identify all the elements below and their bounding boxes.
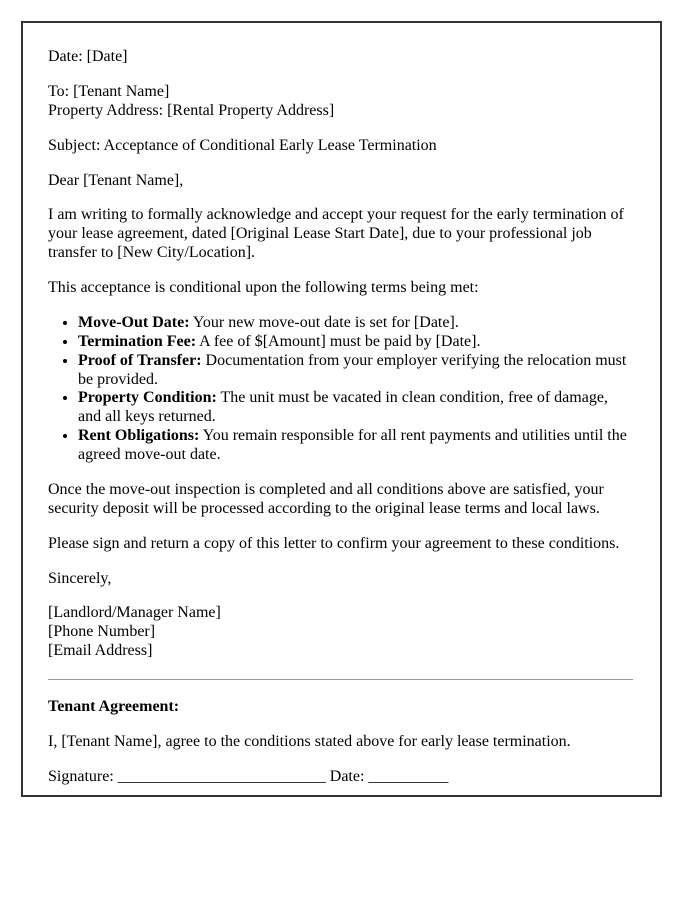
date-line: Date: [Date] xyxy=(48,48,128,65)
lease-termination-letter xyxy=(21,21,662,797)
sign-request-paragraph: Please sign and return a copy of this letter to confirm your agreement to these conditions. xyxy=(48,534,620,552)
condition-text: Documentation from your employer verifying the relocation must be provided. xyxy=(78,351,627,388)
recipient-property-line: Property Address: [Rental Property Address] xyxy=(48,101,335,119)
condition-item-proof-of-transfer xyxy=(78,352,633,390)
sender-name-line: [Landlord/Manager Name] xyxy=(48,604,221,622)
salutation: Dear [Tenant Name], xyxy=(48,171,184,189)
sender-block xyxy=(48,604,633,661)
subject-line: Subject: Acceptance of Conditional Early Lease Termination xyxy=(48,136,437,154)
conditions-intro: This acceptance is conditional upon the following terms being met: xyxy=(48,279,479,296)
condition-text: Your new move-out date is set for [Date]. xyxy=(189,313,459,331)
tenant-agreement-statement: I, [Tenant Name], agree to the conditions stated above for early lease termination. xyxy=(48,732,571,750)
condition-text: The unit must be vacated in clean condition, free of damage, and all keys returned. xyxy=(78,389,608,426)
signature-date-blank-line: __________ xyxy=(368,767,449,785)
condition-item-termination-fee xyxy=(78,333,633,352)
section-divider xyxy=(48,679,633,680)
signature-date-label: Date: xyxy=(329,767,365,785)
condition-label: Rent Obligations: xyxy=(78,427,200,445)
recipient-block xyxy=(48,83,633,121)
condition-item-rent-obligations xyxy=(78,427,633,465)
conditions-list xyxy=(48,314,633,465)
deposit-paragraph: Once the move-out inspection is completed and all conditions above are satisfied, your security deposit will be processed according to the original lease terms and local laws. xyxy=(48,480,604,517)
signature-blank-line: __________________________ xyxy=(117,767,326,785)
tenant-agreement-heading: Tenant Agreement: xyxy=(48,698,180,715)
condition-text: You remain responsible for all rent payments and utilities until the agreed move-out date. xyxy=(78,427,627,463)
sender-email-line: [Email Address] xyxy=(48,642,153,660)
condition-label: Move-Out Date: xyxy=(78,313,190,331)
condition-item-property-condition xyxy=(78,389,633,427)
recipient-to-line: To: [Tenant Name] xyxy=(48,82,170,100)
sender-phone-line: [Phone Number] xyxy=(48,623,156,641)
condition-label: Property Condition: xyxy=(78,389,217,407)
condition-label: Proof of Transfer: xyxy=(78,351,202,369)
condition-item-move-out-date xyxy=(78,314,633,333)
signature-row xyxy=(48,768,633,787)
signature-label: Signature: xyxy=(48,767,114,785)
closing: Sincerely, xyxy=(48,569,112,587)
condition-text: A fee of $[Amount] must be paid by [Date]. xyxy=(196,332,481,350)
condition-label: Termination Fee: xyxy=(78,332,197,350)
intro-paragraph: I am writing to formally acknowledge and accept your request for the early termination of your lease agreement, dated [Original Lease Start Date], due to your professional job transfer to [New City/Location]. xyxy=(48,206,624,262)
